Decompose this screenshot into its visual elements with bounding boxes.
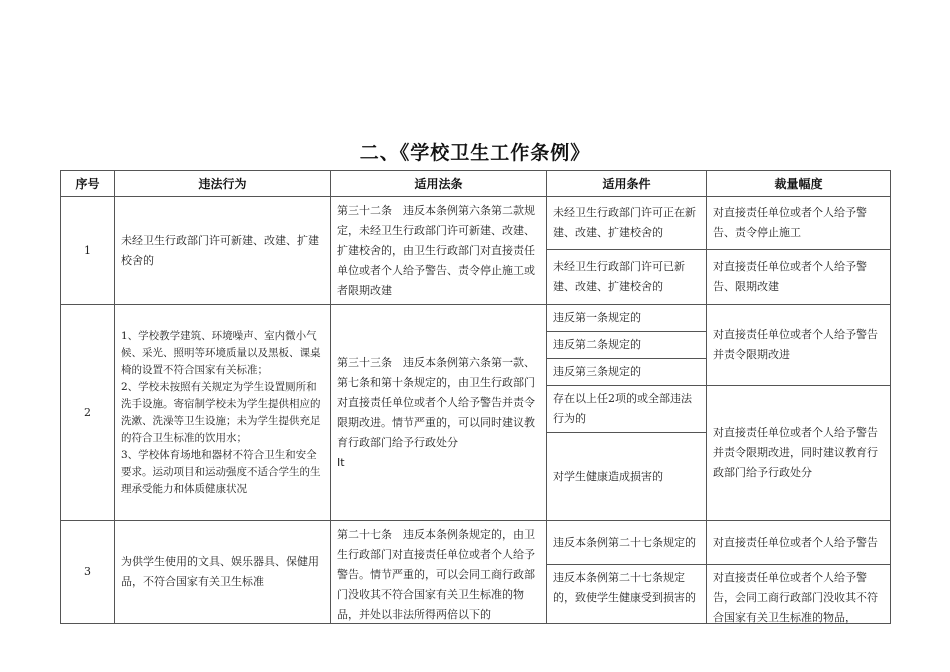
violation-cell: 未经卫生行政部门许可新建、改建、扩建校舍的 bbox=[115, 197, 331, 305]
condition-cell: 违反本条例第二十七条规定的 bbox=[547, 521, 707, 565]
condition-cell: 违反第二条规定的 bbox=[547, 332, 707, 359]
table-row bbox=[61, 197, 891, 250]
violation-cell: 为供学生使用的文具、娱乐器具、保健用品，不符合国家有关卫生标准 bbox=[115, 521, 331, 624]
row-number: 1 bbox=[61, 197, 115, 305]
page-title: 二、《学校卫生工作条例》 bbox=[359, 142, 591, 164]
measure-cell: 对直接责任单位或者个人给予警告 bbox=[707, 521, 891, 565]
header-no: 序号 bbox=[61, 171, 115, 197]
law-cell: 第三十二条 违反本条例第六条第二款规定，未经卫生行政部门许可新建、改建、扩建校舍的，由卫生行政部门对直接责任单位或者个人给予警告、责令停止施工或者限期改建 bbox=[331, 197, 547, 305]
measure-cell: 对直接责任单位或者个人给予警告并责令限期改进，同时建议教育行政部门给予行政处分 bbox=[707, 386, 891, 521]
measure-cell: 对直接责任单位或者个人给予警告并责令限期改进 bbox=[707, 305, 891, 386]
table-row bbox=[61, 521, 891, 565]
row-number: 2 bbox=[61, 305, 115, 521]
violation-cell: 1、学校教学建筑、环境噪声、室内微小气候、采光、照明等环境质量以及黑板、课桌椅的设置不符合国家有关标准； 2、学校未按照有关规定为学生设置厕所和洗手设施。寄宿制学校未为学生提供相应的洗漱、洗澡等卫生设施；未为学生提供充足的符合卫生标准的饮用水； 3、学校体育场地和器材不符合卫生和安全要求。运动项目和运动强度不适合学生的生理承受能力和体质健康状况 bbox=[115, 305, 331, 521]
condition-cell: 存在以上任2项的或全部违法行为的 bbox=[547, 386, 707, 433]
row-number: 3 bbox=[61, 521, 115, 624]
table-header-row bbox=[61, 171, 891, 197]
header-act: 违法行为 bbox=[115, 171, 331, 197]
condition-cell: 对学生健康造成损害的 bbox=[547, 433, 707, 521]
law-cell bbox=[331, 521, 547, 624]
condition-cell: 违反第三条规定的 bbox=[547, 359, 707, 386]
measure-cell: 对直接责任单位或者个人给予警告、责令停止施工 bbox=[707, 197, 891, 250]
measure-cell: 对直接责任单位或者个人给予警告、限期改建 bbox=[707, 250, 891, 305]
margin-mark: It bbox=[337, 455, 345, 469]
condition-cell: 未经卫生行政部门许可正在新建、改建、扩建校舍的 bbox=[547, 197, 707, 250]
header-law: 适用法条 bbox=[331, 171, 547, 197]
law-cell bbox=[331, 305, 547, 521]
measure-text: 对直接责任单位或者个人给予警告，会同工商行政部门没收其不符合国家有关卫生标准的物品， bbox=[713, 571, 878, 624]
condition-text: 违反本条例第二十七条规定的，致使学生健康受到损害的 bbox=[553, 571, 696, 604]
measure-cell bbox=[707, 565, 891, 624]
law-text: 第三十三条 违反本条例第六条第一款、第七条和第十条规定的，由卫生行政部门对直接责任单位或者个人给予警告并责令限期改进。情节严重的，可以同时建议教育行政部门给予行政处分 bbox=[337, 355, 535, 449]
table-row bbox=[61, 305, 891, 332]
condition-cell bbox=[547, 565, 707, 624]
header-condition: 适用条件 bbox=[547, 171, 707, 197]
condition-cell: 违反第一条规定的 bbox=[547, 305, 707, 332]
header-measure: 裁量幅度 bbox=[707, 171, 891, 197]
condition-cell: 未经卫生行政部门许可已新建、改建、扩建校舍的 bbox=[547, 250, 707, 305]
law-text: 第二十七条 违反本条例条规定的，由卫生行政部门对直接责任单位或者个人给予警告。情节严重的，可以会同工商行政部门没收其不符合国家有关卫生标准的物品，并处以非法所得两倍以下的 bbox=[337, 528, 535, 621]
regulation-table bbox=[60, 170, 891, 624]
